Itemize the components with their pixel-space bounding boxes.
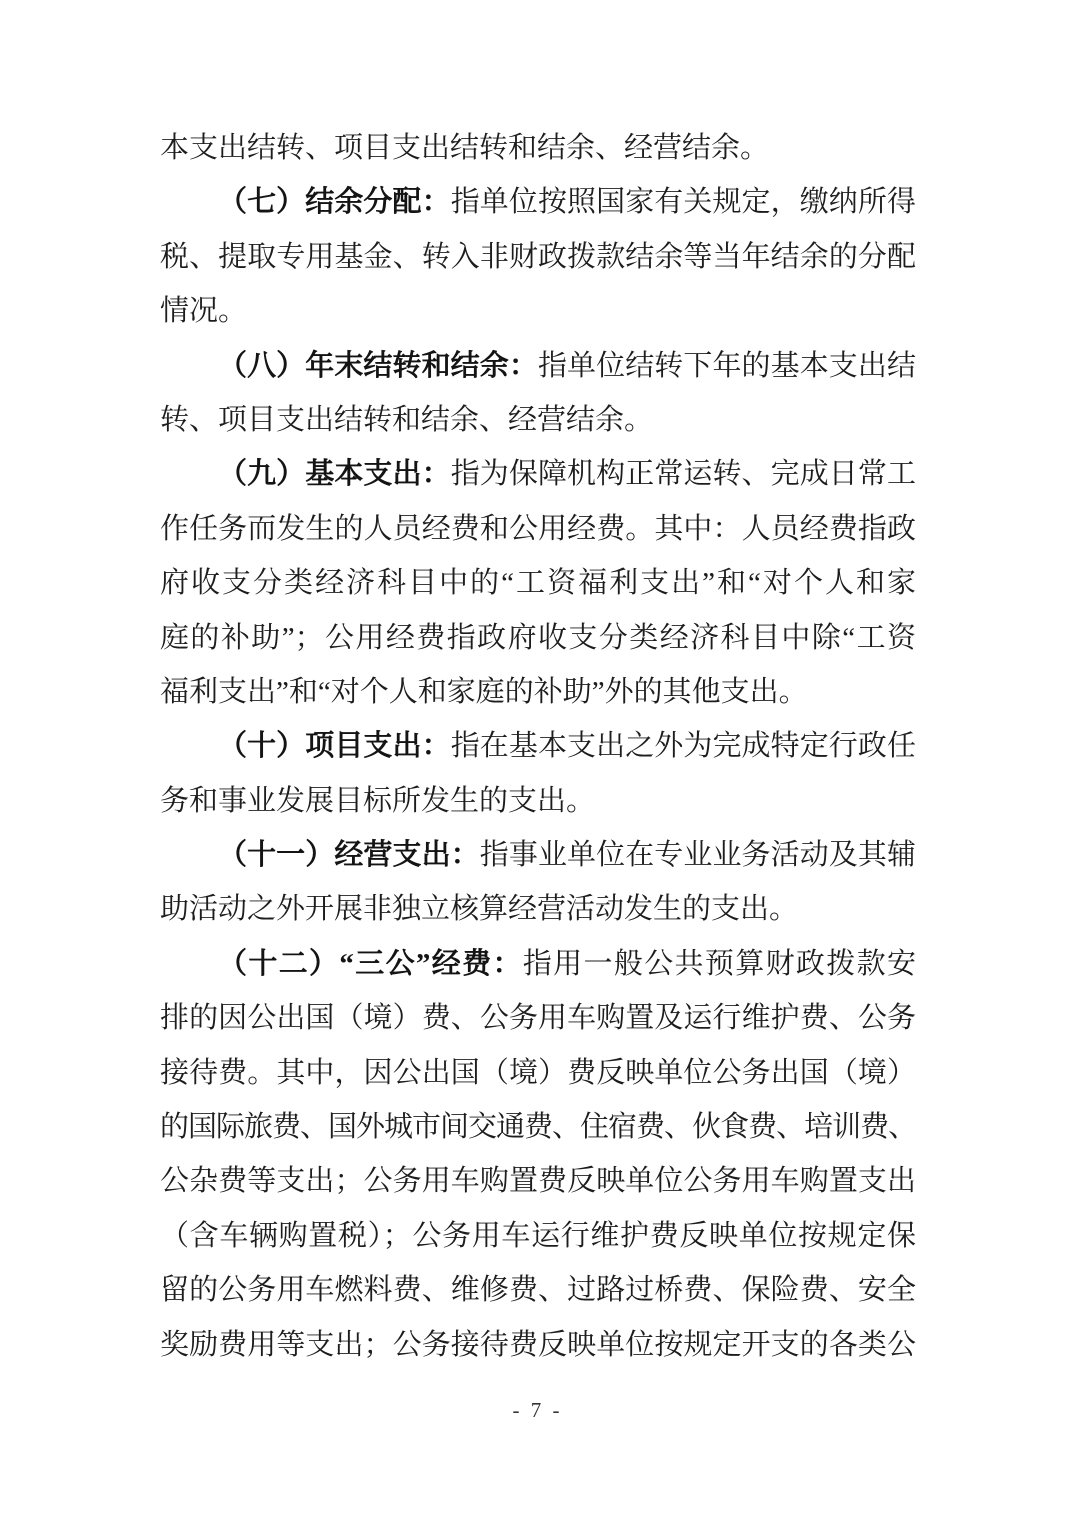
text-line	[160, 937, 916, 991]
line-text: 指单位按照国家有关规定，缴纳所得	[450, 186, 916, 219]
line-text: 奖励费用等支出；公务接待费反映单位按规定开支的各类公	[160, 1328, 916, 1361]
line-text: 福利支出”和“对个人和家庭的补助”外的其他支出。	[160, 675, 808, 708]
text-line	[160, 1154, 916, 1208]
line-text: 公杂费等支出；公务用车购置费反映单位公务用车购置支出	[160, 1165, 916, 1198]
line-text: 接待费。其中，因公出国（境）费反映单位公务出国（境）	[160, 1056, 916, 1089]
line-text: 指单位结转下年的基本支出结	[537, 349, 916, 382]
term-label: （十）项目支出：	[218, 730, 451, 763]
text-line	[160, 230, 916, 284]
line-text: 指事业单位在专业业务活动及其辅	[479, 839, 916, 872]
line-text: 助活动之外开展非独立核算经营活动发生的支出。	[160, 893, 799, 926]
term-label: （七）结余分配：	[218, 186, 451, 219]
line-text: 转、项目支出结转和结余、经营结余。	[160, 403, 654, 436]
line-text: 留的公务用车燃料费、维修费、过路过桥费、保险费、安全	[160, 1274, 916, 1307]
term-label: （八）年末结转和结余：	[218, 349, 538, 382]
text-line	[160, 447, 916, 501]
line-text: 指在基本支出之外为完成特定行政任	[450, 730, 916, 763]
term-label: （九）基本支出：	[218, 458, 451, 491]
text-line	[160, 502, 916, 556]
text-line	[160, 774, 916, 828]
line-text: 情况。	[160, 295, 248, 328]
line-text: 排的因公出国（境）费、公务用车购置及运行维护费、公务	[160, 1002, 916, 1035]
text-line	[160, 175, 916, 229]
text-line	[160, 1318, 916, 1372]
text-line	[160, 665, 916, 719]
line-text: 务和事业发展目标所发生的支出。	[160, 784, 596, 817]
text-line	[160, 1263, 916, 1317]
line-text: 指用一般公共预算财政拨款安	[522, 947, 916, 980]
term-label: （十一）经营支出：	[218, 839, 480, 872]
term-label: （十二）“三公”经费：	[218, 947, 523, 980]
text-line	[160, 1100, 916, 1154]
line-text: 本支出结转、项目支出结转和结余、经营结余。	[160, 132, 770, 164]
text-line	[160, 121, 916, 175]
line-text: 税、提取专用基金、转入非财政拨款结余等当年结余的分配	[160, 240, 916, 273]
text-line	[160, 828, 916, 882]
text-line	[160, 556, 916, 610]
line-text: 指为保障机构正常运转、完成日常工	[450, 458, 916, 491]
document-body	[160, 121, 916, 1372]
text-line	[160, 339, 916, 393]
text-line	[160, 1209, 916, 1263]
text-line	[160, 393, 916, 447]
line-text: 庭的补助”；公用经费指政府收支分类经济科目中除“工资	[160, 621, 916, 654]
text-line	[160, 284, 916, 338]
text-line	[160, 1046, 916, 1100]
line-text: （含车辆购置税）；公务用车运行维护费反映单位按规定保	[160, 1219, 916, 1252]
text-line	[160, 991, 916, 1045]
text-line	[160, 611, 916, 665]
line-text: 作任务而发生的人员经费和公用经费。其中：人员经费指政	[160, 512, 916, 545]
line-text: 的国际旅费、国外城市间交通费、住宿费、伙食费、培训费、	[160, 1111, 916, 1144]
page-number: - 7 -	[512, 1398, 563, 1422]
text-line	[160, 719, 916, 773]
line-text: 府收支分类经济科目中的“工资福利支出”和“对个人和家	[160, 567, 916, 600]
text-line	[160, 882, 916, 936]
